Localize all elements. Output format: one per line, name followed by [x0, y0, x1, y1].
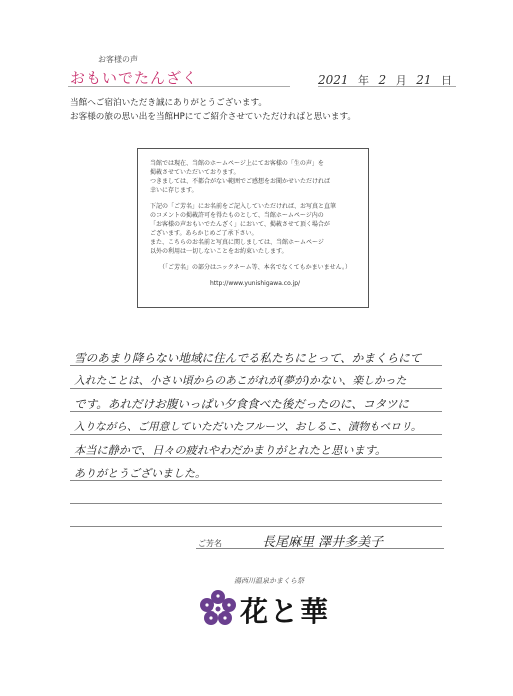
notice-line: また、こちらのお名前と写真に関しましては、当館ホームページ [150, 239, 324, 246]
signature-name: 長尾麻里 澤井多美子 [262, 535, 384, 550]
header-label: お客様の声 [98, 55, 138, 64]
comment-line: 雪のあまり降らない地域に住んでる私たちにとって、かまくらにて [74, 351, 422, 365]
notice-url: http://www.yunishigawa.co.jp/ [209, 280, 301, 287]
comment-rule [70, 434, 442, 435]
notice-paragraph [150, 202, 360, 256]
comment-rule [70, 388, 442, 389]
notice-line: 以外の利用は一切しないことをお約束いたします。 [150, 248, 288, 255]
date-year-unit: 年 [358, 74, 370, 87]
notice-box [137, 148, 369, 308]
notice-line: つきましては、不都合がない範囲でご感想をお聞かせいただければ [150, 178, 331, 185]
logo-name: 花と華 [240, 595, 331, 628]
date-day-unit: 日 [440, 74, 452, 87]
form-title: おもいでたんざく [70, 69, 199, 87]
comment-line: 入れたことは、小さい頃からのあこがれが(夢が)かない、楽しかった [74, 374, 407, 387]
notice-line: 「お客様の声おもいでたんざく」において、掲載させて頂く場合が [150, 221, 330, 228]
intro-line: 当館へご宿泊いただき誠にありがとうございます。 [70, 98, 267, 108]
date-underline [318, 86, 456, 87]
title-underline [68, 86, 290, 87]
comment-line: です。あれだけお腹いっぱい夕食食べた後だったのに、コタツに [74, 397, 409, 411]
name-underline [196, 548, 444, 549]
notice-paragraph [150, 159, 360, 195]
notice-line: 当館では現在、当館のホームページ上にてお客様の「生の声」を [150, 160, 324, 167]
date-month-unit: 月 [395, 74, 407, 87]
notice-line: ございます。あらかじめご了承下さい。 [150, 230, 258, 237]
date-year: 2021 [318, 73, 349, 87]
intro-text [70, 96, 356, 124]
comment-line: 本当に静かで、日々の疲れやわだかまりがとれたと思います。 [74, 444, 387, 457]
notice-line: のコメントの掲載許可を得たものとして、当館ホームページ内の [150, 212, 324, 219]
name-label: ご芳名 [198, 539, 222, 548]
notice-note: （「ご芳名」の部分はニックネーム等、本名でなくてもかまいません。） [158, 264, 352, 271]
notice-line: 幸いに存じます。 [150, 187, 198, 194]
comment-rule [70, 503, 442, 504]
comment-line: 入りながら、ご用意していただいたフルーツ、おしるこ、漬物もペロリ。 [74, 421, 422, 433]
comment-line: ありがとうございました。 [74, 467, 206, 480]
notice-line: 掲載させていただいております。 [150, 169, 240, 176]
notice-line: 下記の「ご芳名」にお名前をご記入していただければ、お写真と直筆 [150, 203, 337, 210]
intro-line: お客様の旅の思い出を当館HPにてご紹介させていただければと思います。 [70, 112, 356, 122]
flower-logo-icon [196, 587, 240, 631]
logo-caption: 湯西川温泉かまくら祭 [234, 577, 304, 585]
date-month: 2 [378, 73, 387, 87]
comment-rule [70, 526, 442, 527]
date-day: 21 [416, 73, 432, 87]
